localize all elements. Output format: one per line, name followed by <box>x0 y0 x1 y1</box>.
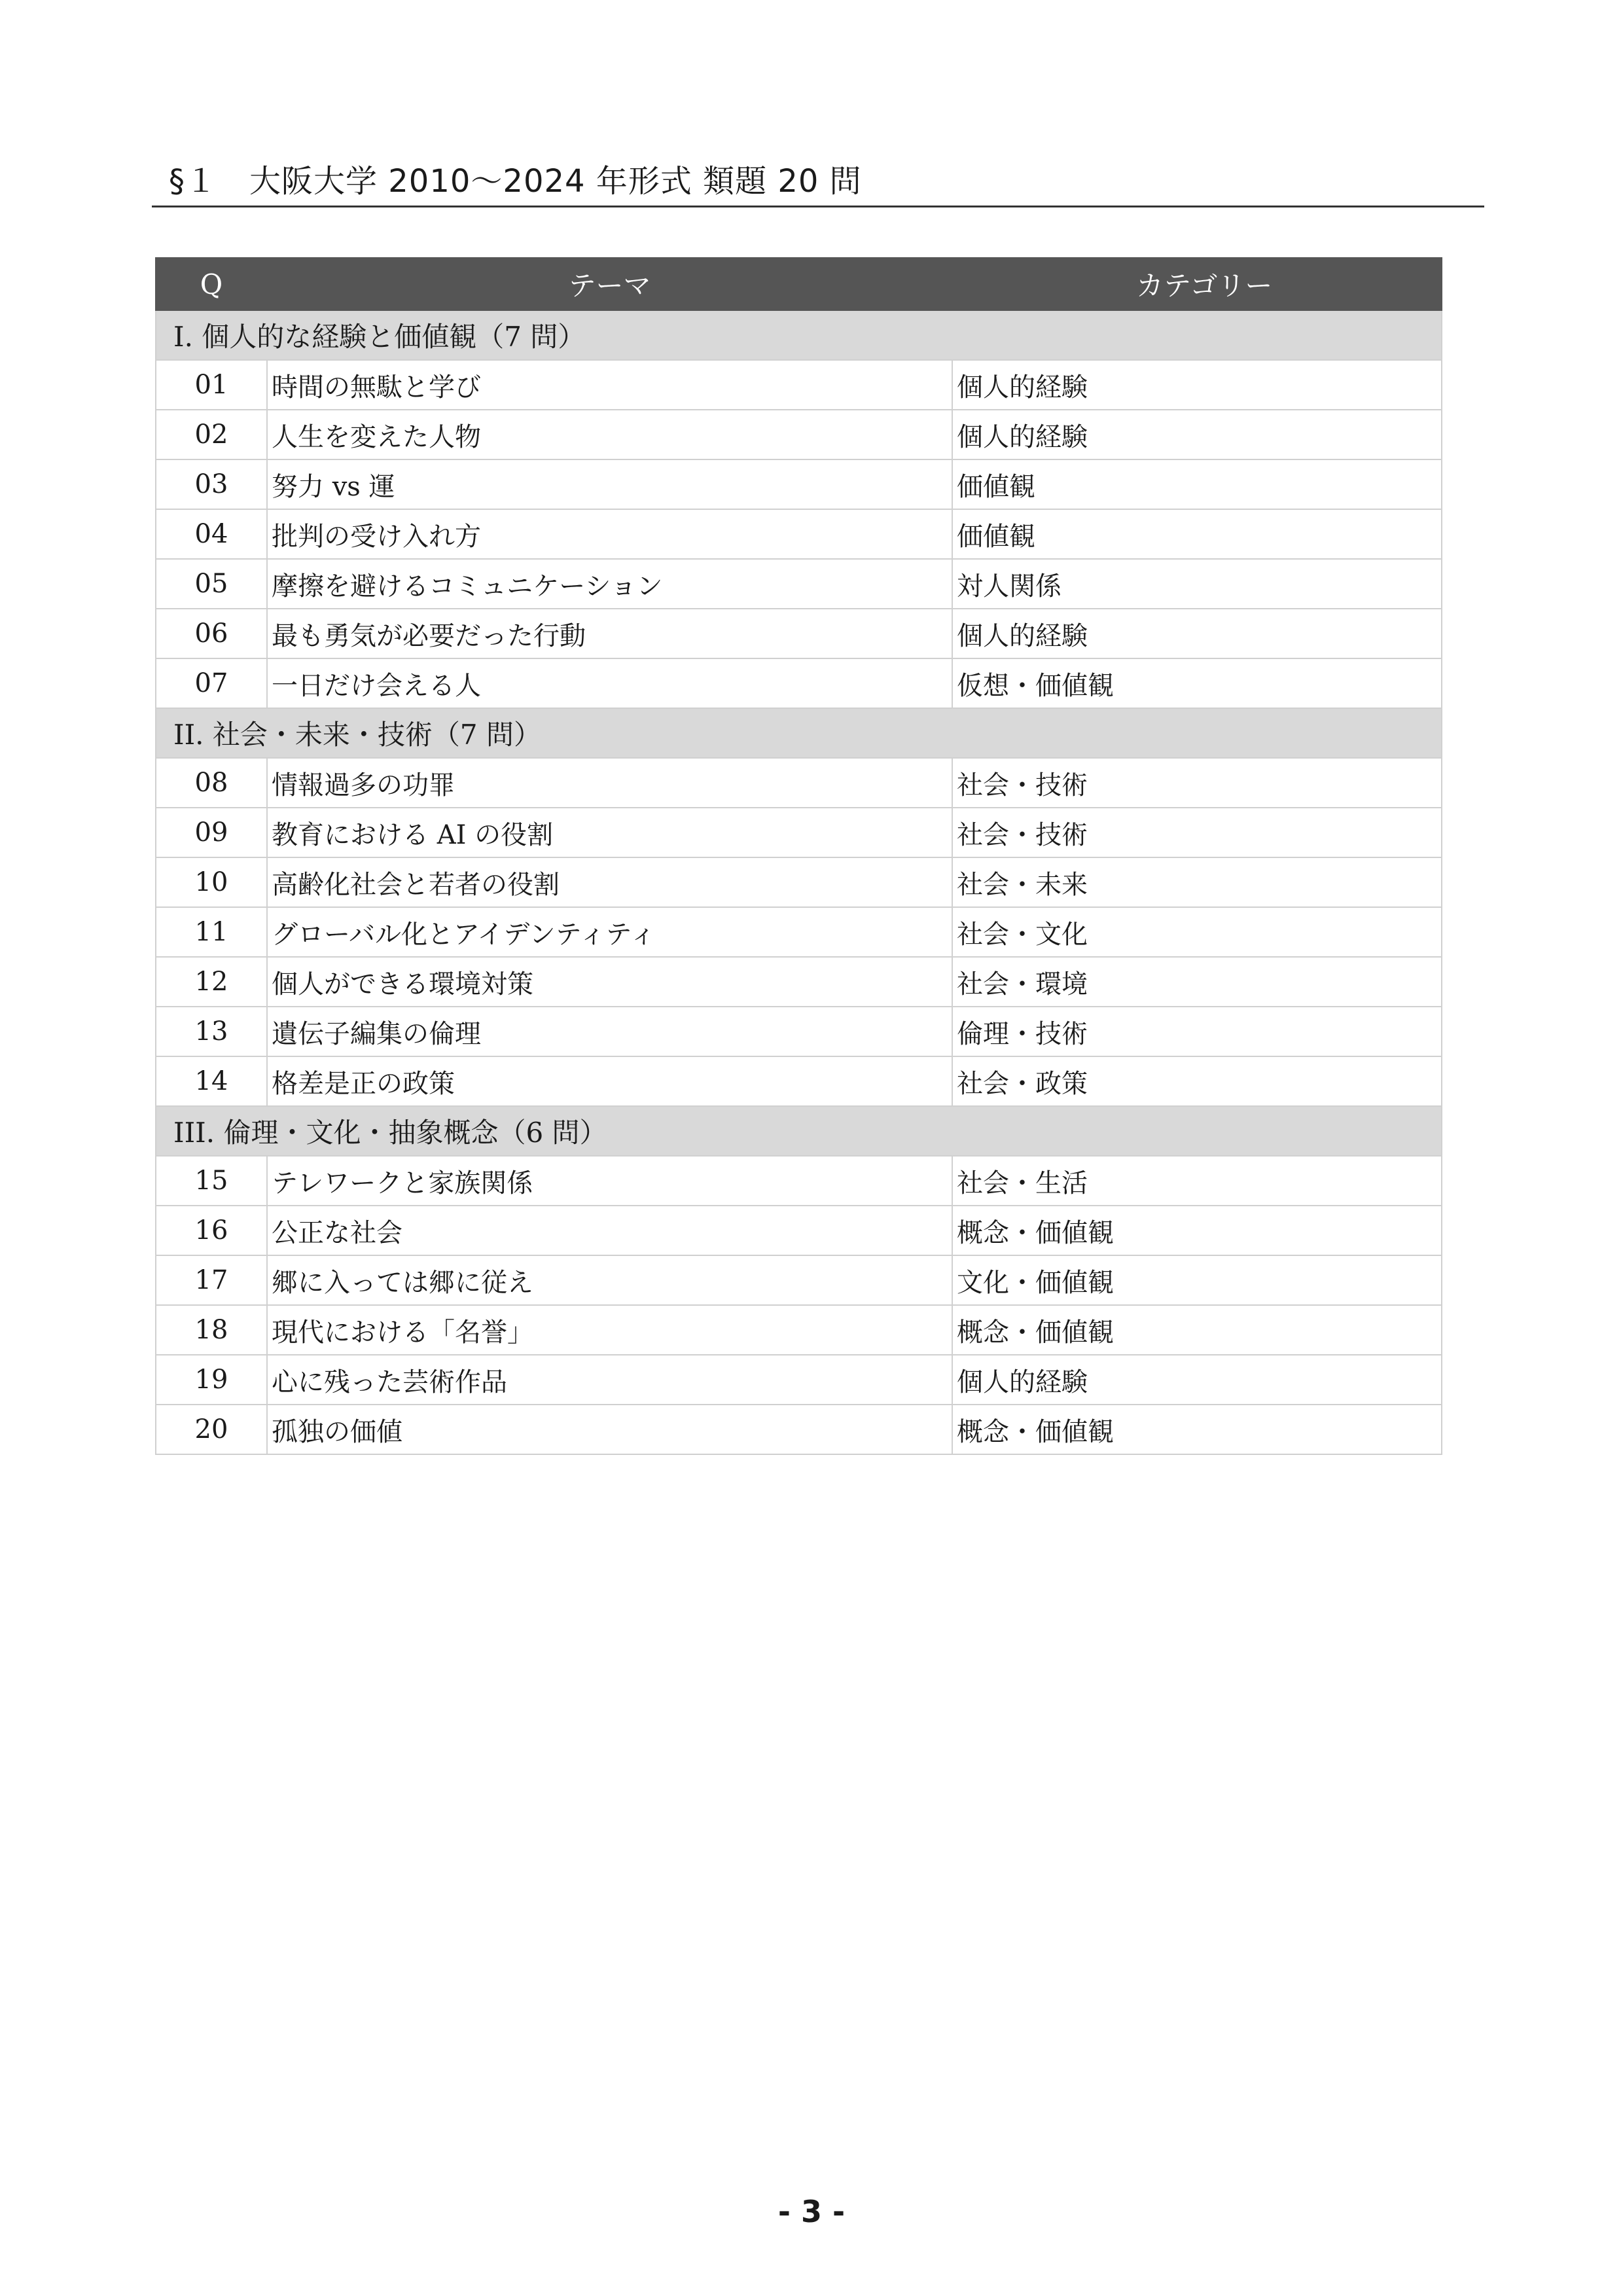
question-number: 10 <box>156 857 267 907</box>
category-cell: 価値観 <box>952 459 1442 509</box>
question-number: 16 <box>156 1206 267 1255</box>
category-cell: 個人的経験 <box>952 410 1442 459</box>
category-cell: 仮想・価値観 <box>952 658 1442 708</box>
theme-cell: 情報過多の功罪 <box>267 758 952 808</box>
theme-cell: 孤独の価値 <box>267 1405 952 1454</box>
section-label: III. 倫理・文化・抽象概念（6 問） <box>156 1106 1442 1156</box>
category-cell: 対人関係 <box>952 559 1442 609</box>
theme-cell: グローバル化とアイデンティティ <box>267 907 952 957</box>
question-number: 06 <box>156 609 267 658</box>
table-header-row <box>156 258 1442 310</box>
category-cell: 概念・価値観 <box>952 1305 1442 1355</box>
table-row <box>156 957 1442 1007</box>
theme-cell: 努力 vs 運 <box>267 459 952 509</box>
category-cell: 社会・技術 <box>952 808 1442 857</box>
question-number: 09 <box>156 808 267 857</box>
theme-cell: 格差是正の政策 <box>267 1056 952 1106</box>
theme-cell: 一日だけ会える人 <box>267 658 952 708</box>
section-label: II. 社会・未来・技術（7 問） <box>156 708 1442 758</box>
theme-cell: 最も勇気が必要だった行動 <box>267 609 952 658</box>
category-cell: 社会・環境 <box>952 957 1442 1007</box>
theme-cell: 教育における AI の役割 <box>267 808 952 857</box>
table-row <box>156 658 1442 708</box>
table-row <box>156 410 1442 459</box>
category-cell: 社会・政策 <box>952 1056 1442 1106</box>
question-number: 15 <box>156 1156 267 1206</box>
theme-cell: 人生を変えた人物 <box>267 410 952 459</box>
category-cell: 社会・生活 <box>952 1156 1442 1206</box>
table-row <box>156 1056 1442 1106</box>
category-cell: 価値観 <box>952 509 1442 559</box>
category-cell: 概念・価値観 <box>952 1405 1442 1454</box>
question-number: 07 <box>156 658 267 708</box>
category-cell: 社会・技術 <box>952 758 1442 808</box>
theme-cell: 時間の無駄と学び <box>267 360 952 410</box>
table-row <box>156 1255 1442 1305</box>
section-header-row <box>156 310 1442 360</box>
table-body <box>156 310 1442 1454</box>
question-number: 11 <box>156 907 267 957</box>
section-header-row <box>156 1106 1442 1156</box>
table-row <box>156 360 1442 410</box>
table-row <box>156 609 1442 658</box>
section-header-row <box>156 708 1442 758</box>
theme-cell: 公正な社会 <box>267 1206 952 1255</box>
question-number: 04 <box>156 509 267 559</box>
question-number: 14 <box>156 1056 267 1106</box>
category-cell: 個人的経験 <box>952 609 1442 658</box>
question-number: 08 <box>156 758 267 808</box>
table-row <box>156 1405 1442 1454</box>
category-cell: 社会・文化 <box>952 907 1442 957</box>
table-row <box>156 907 1442 957</box>
table-row <box>156 459 1442 509</box>
table-row <box>156 808 1442 857</box>
theme-cell: 批判の受け入れ方 <box>267 509 952 559</box>
question-number: 13 <box>156 1007 267 1056</box>
page-title: §１ 大阪大学 2010〜2024 年形式 類題 20 問 <box>169 163 862 200</box>
table-row <box>156 509 1442 559</box>
table-row <box>156 857 1442 907</box>
category-cell: 概念・価値観 <box>952 1206 1442 1255</box>
table-row <box>156 1305 1442 1355</box>
category-cell: 文化・価値観 <box>952 1255 1442 1305</box>
table-row <box>156 1007 1442 1056</box>
theme-cell: 高齢化社会と若者の役割 <box>267 857 952 907</box>
title-underline <box>152 206 1484 207</box>
page-number: - 3 - <box>777 2194 846 2229</box>
question-number: 12 <box>156 957 267 1007</box>
theme-cell: 遺伝子編集の倫理 <box>267 1007 952 1056</box>
table-row <box>156 1355 1442 1405</box>
theme-cell: 現代における「名誉」 <box>267 1305 952 1355</box>
table-row <box>156 1156 1442 1206</box>
theme-cell: 郷に入っては郷に従え <box>267 1255 952 1305</box>
question-number: 19 <box>156 1355 267 1405</box>
question-number: 05 <box>156 559 267 609</box>
theme-cell: 個人ができる環境対策 <box>267 957 952 1007</box>
question-number: 03 <box>156 459 267 509</box>
theme-table <box>155 257 1442 1455</box>
question-number: 02 <box>156 410 267 459</box>
category-cell: 倫理・技術 <box>952 1007 1442 1056</box>
question-number: 17 <box>156 1255 267 1305</box>
table-row <box>156 1206 1442 1255</box>
category-cell: 個人的経験 <box>952 1355 1442 1405</box>
section-label: I. 個人的な経験と価値観（7 問） <box>156 310 1442 360</box>
question-number: 18 <box>156 1305 267 1355</box>
table-row <box>156 758 1442 808</box>
category-cell: 個人的経験 <box>952 360 1442 410</box>
theme-cell: 摩擦を避けるコミュニケーション <box>267 559 952 609</box>
header-theme: テーマ <box>267 258 952 310</box>
question-number: 20 <box>156 1405 267 1454</box>
category-cell: 社会・未来 <box>952 857 1442 907</box>
header-q: Q <box>156 258 267 310</box>
table-row <box>156 559 1442 609</box>
theme-cell: 心に残った芸術作品 <box>267 1355 952 1405</box>
header-category: カテゴリー <box>952 258 1442 310</box>
question-number: 01 <box>156 360 267 410</box>
theme-cell: テレワークと家族関係 <box>267 1156 952 1206</box>
